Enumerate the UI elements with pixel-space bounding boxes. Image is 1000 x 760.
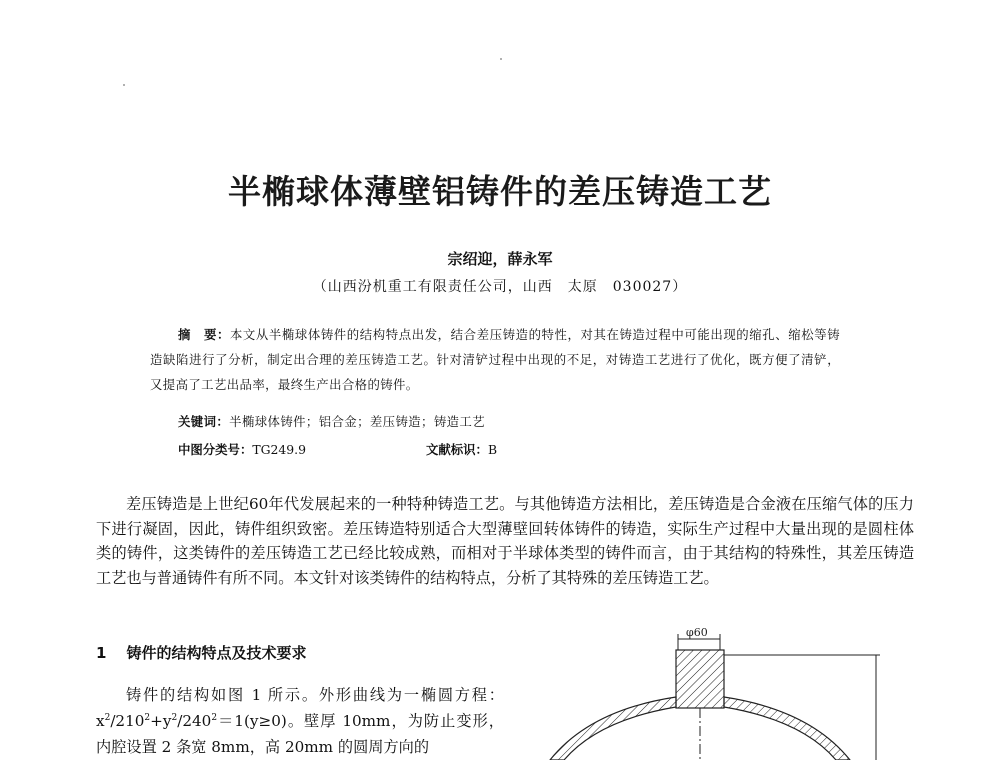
body-paragraph	[96, 682, 504, 760]
classification-number	[178, 440, 306, 458]
abstract	[150, 322, 840, 397]
body-text: /240	[177, 712, 212, 730]
body-superscript: 2	[171, 712, 178, 723]
classification-label: 中图分类号：	[178, 442, 253, 457]
document-code	[426, 440, 497, 458]
body-superscript: 2	[104, 712, 111, 723]
document-code-label: 文献标识：	[426, 442, 488, 457]
document-code-value: B	[487, 442, 498, 457]
classification-value: TG249.9	[252, 442, 306, 457]
section-title: 铸件的结构特点及技术要求	[126, 644, 307, 662]
abstract-label: 摘 要：	[178, 327, 230, 342]
body-text: ＝1(y≥0)。壁厚 10mm，为防止变形，内腔设置 2 条宽 8mm，高 20mm 的圆周方向的	[96, 712, 504, 756]
keywords	[178, 412, 485, 430]
shell-wall-right	[724, 697, 850, 760]
intro-paragraph: 差压铸造是上世纪60年代发展起来的一种特种铸造工艺。与其他铸造方法相比，差压铸造是合金液在压缩气体的压力下进行凝固，因此，铸件组织致密。差压铸造特别适合大型薄壁回转体铸件的铸造，实际生产过程中大量出现的是圆柱体类的铸件，这类铸件的差压铸造工艺已经比较成熟，而相对于半球体类型的铸件而言，由于其结构的特殊性，其差压铸造工艺也与普通铸件有所不同。本文针对该类铸件的结构特点，分析了其特殊的差压铸造工艺。	[96, 495, 914, 587]
figure-1-casting-drawing	[540, 625, 940, 760]
flange-section	[676, 650, 724, 708]
section-heading	[96, 642, 306, 663]
body-text: 铸件的结构如图 1 所示。外形曲线为一椭圆方程：x	[96, 686, 504, 730]
scan-speck	[123, 84, 125, 86]
figure-dimension-label: φ60	[686, 626, 708, 639]
body-superscript: 2	[144, 712, 151, 723]
body-text: /210	[110, 712, 145, 730]
paper-title: 半椭球体薄壁铝铸件的差压铸造工艺	[228, 172, 772, 211]
keywords-label: 关键词：	[178, 414, 230, 429]
shell-wall-left	[550, 697, 676, 760]
scan-speck	[500, 58, 502, 60]
paper-authors: 宗绍迎，薛永军	[447, 250, 553, 268]
body-text: +y	[150, 712, 172, 730]
keywords-text: 半椭球体铸件；铝合金；差压铸造；铸造工艺	[229, 414, 485, 429]
section-number: 1	[96, 644, 107, 662]
body-superscript: 2	[211, 712, 218, 723]
paper-affiliation: （山西汾机重工有限责任公司，山西 太原 030027）	[312, 279, 688, 295]
abstract-text: 本文从半椭球体铸件的结构特点出发，结合差压铸造的特性，对其在铸造过程中可能出现的缩孔、缩松等铸造缺陷进行了分析，制定出合理的差压铸造工艺。针对清铲过程中出现的不足，对铸造工艺进行了优化，既方便了清铲，又提高了工艺出品率，最终生产出合格的铸件。	[150, 327, 840, 392]
